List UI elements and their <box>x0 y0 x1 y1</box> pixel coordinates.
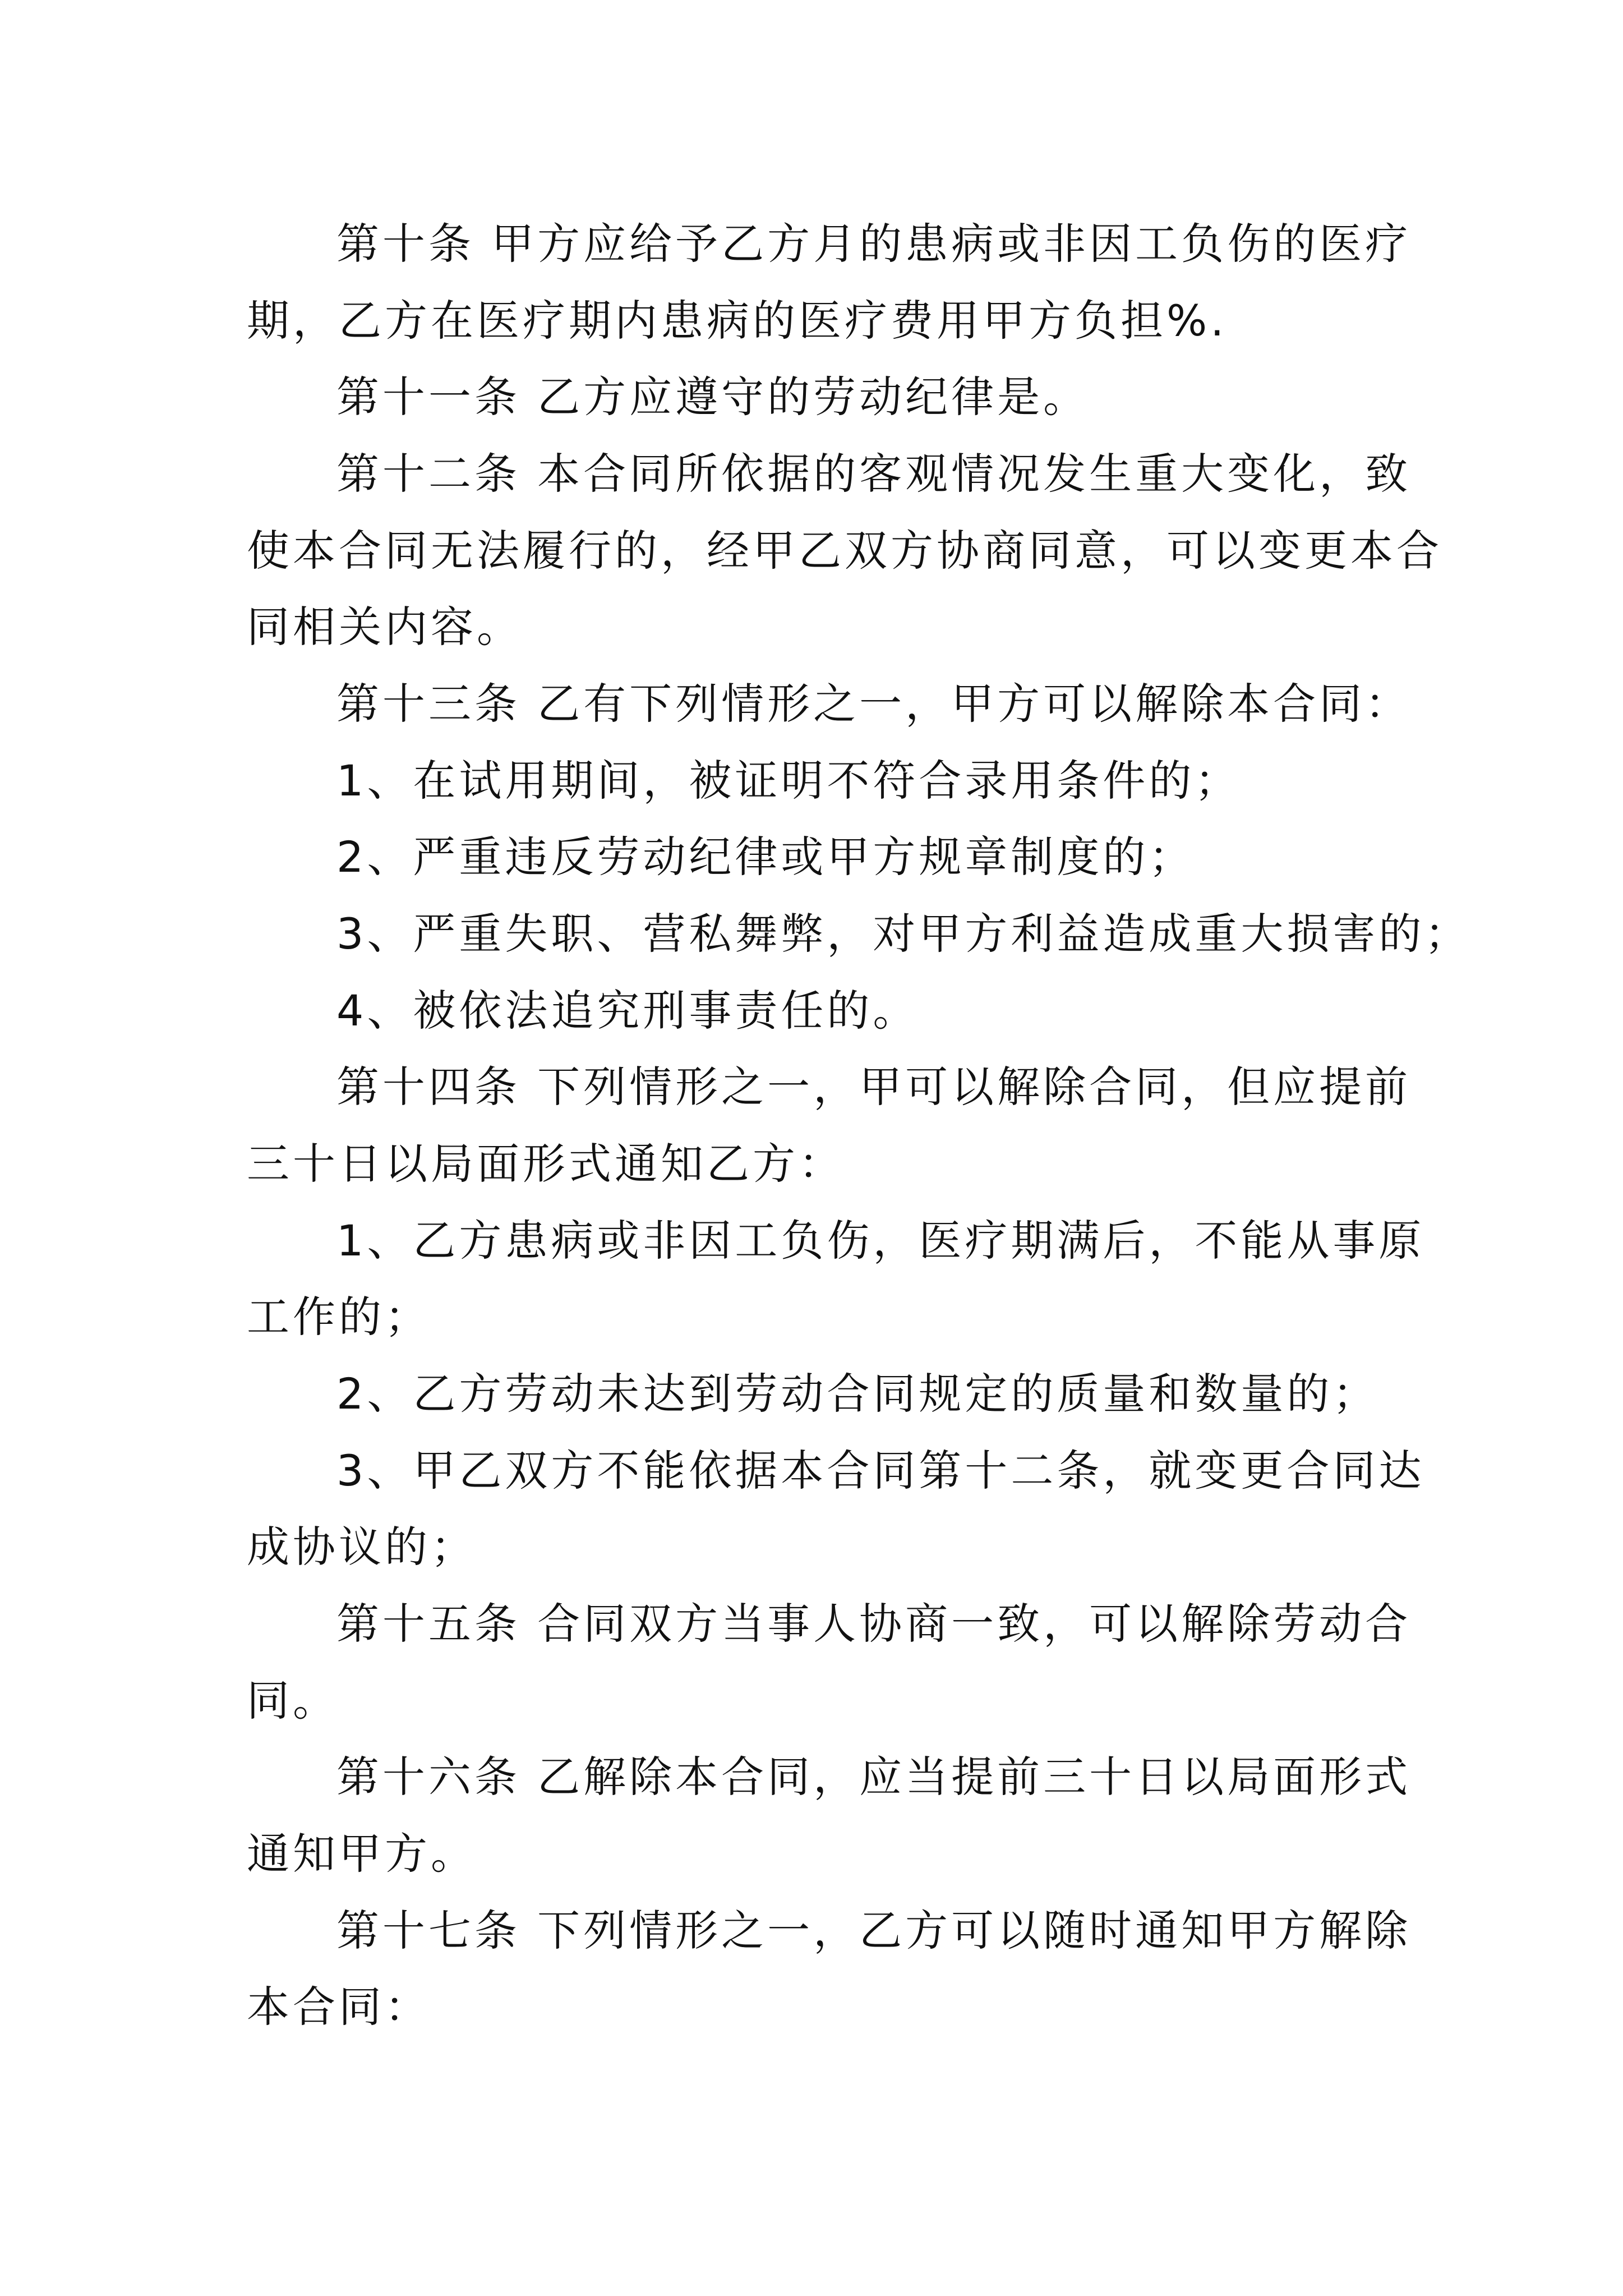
text-line: 三十日以局面形式通知乙方： <box>247 1139 845 1189</box>
text-line: 3、严重失职、营私舞弊，对甲方利益造成重大损害的； <box>336 909 1471 959</box>
text-line: 第十六条 乙解除本合同，应当提前三十日以局面形式 <box>336 1752 1412 1802</box>
text-line: 第十七条 下列情形之一，乙方可以随时通知甲方解除 <box>336 1906 1412 1955</box>
text-line: 成协议的； <box>247 1522 477 1572</box>
text-line: 第十一条 乙方应遵守的劳动纪律是。 <box>336 372 1090 422</box>
text-line: 同相关内容。 <box>247 602 523 652</box>
text-line: 本合同： <box>247 1982 431 2032</box>
text-line: 第十三条 乙有下列情形之一，甲方可以解除本合同： <box>336 679 1412 729</box>
text-line: 4、被依法追究刑事责任的。 <box>336 986 919 1036</box>
text-line: 3、甲乙双方不能依据本合同第十二条，就变更合同达 <box>336 1446 1425 1496</box>
text-line: 2、乙方劳动未达到劳动合同规定的质量和数量的； <box>336 1369 1379 1419</box>
text-line: 工作的； <box>247 1292 431 1342</box>
text-line: 使本合同无法履行的，经甲乙双方协商同意，可以变更本合 <box>247 526 1442 576</box>
text-line: 2、严重违反劳动纪律或甲方规章制度的； <box>336 832 1195 882</box>
text-line: 1、乙方患病或非因工负伤，医疗期满后，不能从事原 <box>336 1216 1425 1266</box>
text-line: 1、在试用期间，被证明不符合录用条件的； <box>336 756 1241 806</box>
text-line: 第十二条 本合同所依据的客观情况发生重大变化，致 <box>336 449 1412 499</box>
text-line: 期，乙方在医疗期内患病的医疗费用甲方负担%. <box>247 296 1228 346</box>
text-line: 通知甲方。 <box>247 1829 477 1879</box>
text-line: 同。 <box>247 1676 339 1726</box>
text-line: 第十条 甲方应给予乙方月的患病或非因工负伤的医疗 <box>336 219 1412 269</box>
text-line: 第十四条 下列情形之一，甲可以解除合同，但应提前 <box>336 1062 1412 1112</box>
text-line: 第十五条 合同双方当事人协商一致，可以解除劳动合 <box>336 1599 1412 1649</box>
